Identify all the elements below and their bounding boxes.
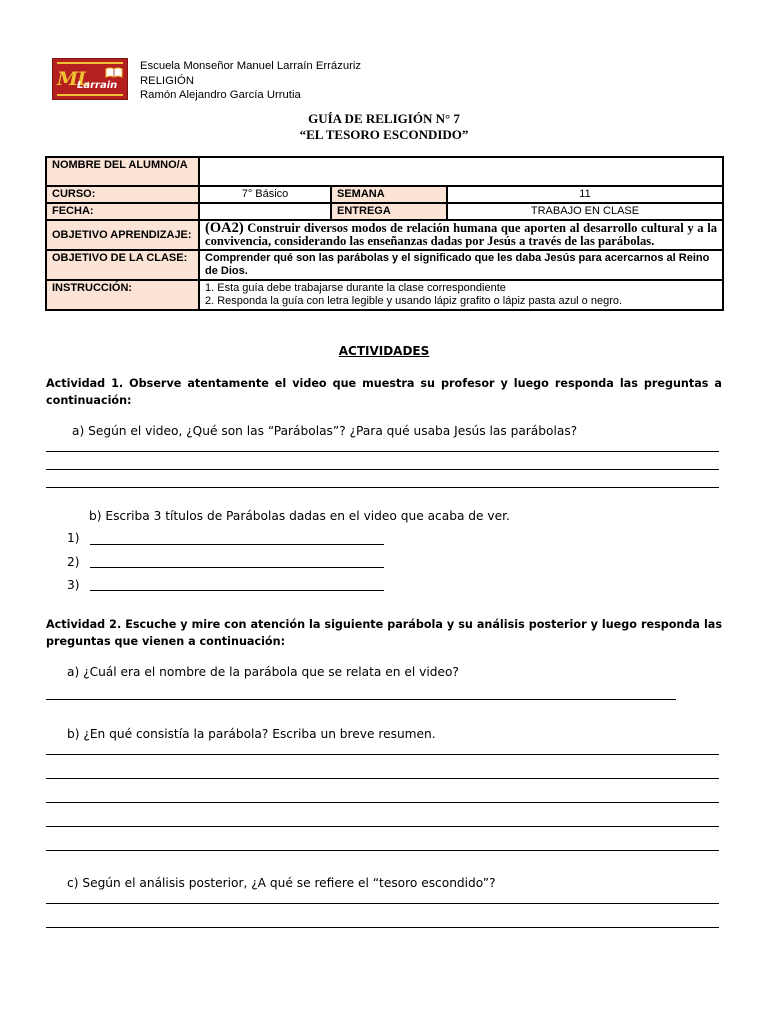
answer-line[interactable]	[46, 778, 719, 779]
instruction-text	[199, 280, 723, 310]
answer-line[interactable]	[46, 487, 719, 488]
logo-monogram: ML	[57, 68, 90, 90]
answer-line[interactable]	[90, 544, 384, 545]
answer-line[interactable]	[46, 903, 719, 904]
school-name: Escuela Monseñor Manuel Larraín Errázuriz	[140, 60, 362, 72]
objective-code: (OA2)	[205, 220, 244, 236]
student-name-field[interactable]	[199, 157, 723, 186]
instruction-label: INSTRUCCIÓN:	[46, 280, 199, 310]
date-field[interactable]	[199, 203, 331, 220]
logo-stripe-top	[57, 62, 123, 64]
answer-line[interactable]	[46, 850, 719, 851]
learning-objective-label	[46, 220, 199, 250]
course-value: 7° Básico	[199, 186, 331, 203]
teacher-name: Ramón Alejandro García Urrutia	[140, 89, 301, 101]
week-value: 11	[447, 186, 723, 203]
instruction-item: 2. Responda la guía con letra legible y usando lápiz grafito o lápiz pasta azul o negro.	[205, 295, 623, 307]
guide-title: GUÍA DE RELIGIÓN N° 7	[308, 111, 460, 126]
answer-line[interactable]	[46, 927, 719, 928]
learning-objective-text	[199, 220, 723, 250]
objective-description: Construir diversos modos de relación humana que aporten al desarrollo cultural y a la convivencia, considerando las enseñanzas dadas por Jesús a través de las parábolas.	[205, 221, 717, 248]
student-name-label: NOMBRE DEL ALUMNO/A	[46, 157, 199, 186]
answer-line[interactable]	[90, 590, 384, 591]
list-number: 3)	[67, 578, 80, 592]
class-objective-label: OBJETIVO DE LA CLASE:	[46, 250, 199, 280]
instruction-item: 1. Esta guía debe trabajarse durante la clase correspondiente	[205, 282, 506, 294]
activity-2-heading: Actividad 2. Escuche y mire con atención la siguiente parábola y su análisis posterior y luego responda las preguntas que vienen a continuación:	[46, 618, 722, 648]
activity-1-question-a: a) Según el video, ¿Qué son las “Parábolas”? ¿Para qué usaba Jesús las parábolas?	[72, 424, 578, 438]
logo-wordmark: Larrain	[77, 80, 118, 91]
answer-line[interactable]	[46, 699, 676, 700]
guide-subtitle: “EL TESORO ESCONDIDO”	[299, 127, 469, 142]
class-objective-text: Comprender qué son las parábolas y el significado que les daba Jesús para acercarnos al Reino de Dios.	[199, 250, 723, 280]
answer-line[interactable]	[46, 802, 719, 803]
activity-2-question-a: a) ¿Cuál era el nombre de la parábola que se relata en el video?	[67, 665, 459, 679]
book-icon	[105, 67, 123, 78]
activities-heading: ACTIVIDADES	[338, 344, 430, 358]
answer-line[interactable]	[46, 469, 719, 470]
list-number: 1)	[67, 531, 80, 545]
delivery-value: TRABAJO EN CLASE	[447, 203, 723, 220]
list-number: 2)	[67, 555, 80, 569]
week-label: SEMANA	[331, 186, 447, 203]
course-label: CURSO:	[46, 186, 199, 203]
activity-2-question-b: b) ¿En qué consistía la parábola? Escriba un breve resumen.	[67, 727, 436, 741]
activity-1-question-b: b) Escriba 3 títulos de Parábolas dadas en el video que acaba de ver.	[89, 509, 510, 523]
activity-1-heading: Actividad 1. Observe atentamente el video que muestra su profesor y luego responda las preguntas a continuación:	[46, 377, 722, 407]
activity-2-question-c: c) Según el análisis posterior, ¿A qué se refiere el “tesoro escondido”?	[67, 876, 496, 890]
school-header	[140, 59, 361, 103]
answer-line[interactable]	[46, 754, 719, 755]
answer-line[interactable]	[46, 826, 719, 827]
answer-line[interactable]	[90, 567, 384, 568]
logo-stripe-bottom	[57, 94, 123, 96]
info-table	[45, 156, 724, 311]
answer-line[interactable]	[46, 451, 719, 452]
date-label: FECHA:	[46, 203, 199, 220]
learning-objective-label-text: OBJETIVO APRENDIZAJE:	[52, 228, 192, 241]
subject-name: RELIGIÓN	[140, 74, 194, 87]
delivery-label: ENTREGA	[331, 203, 447, 220]
school-logo	[52, 58, 128, 100]
